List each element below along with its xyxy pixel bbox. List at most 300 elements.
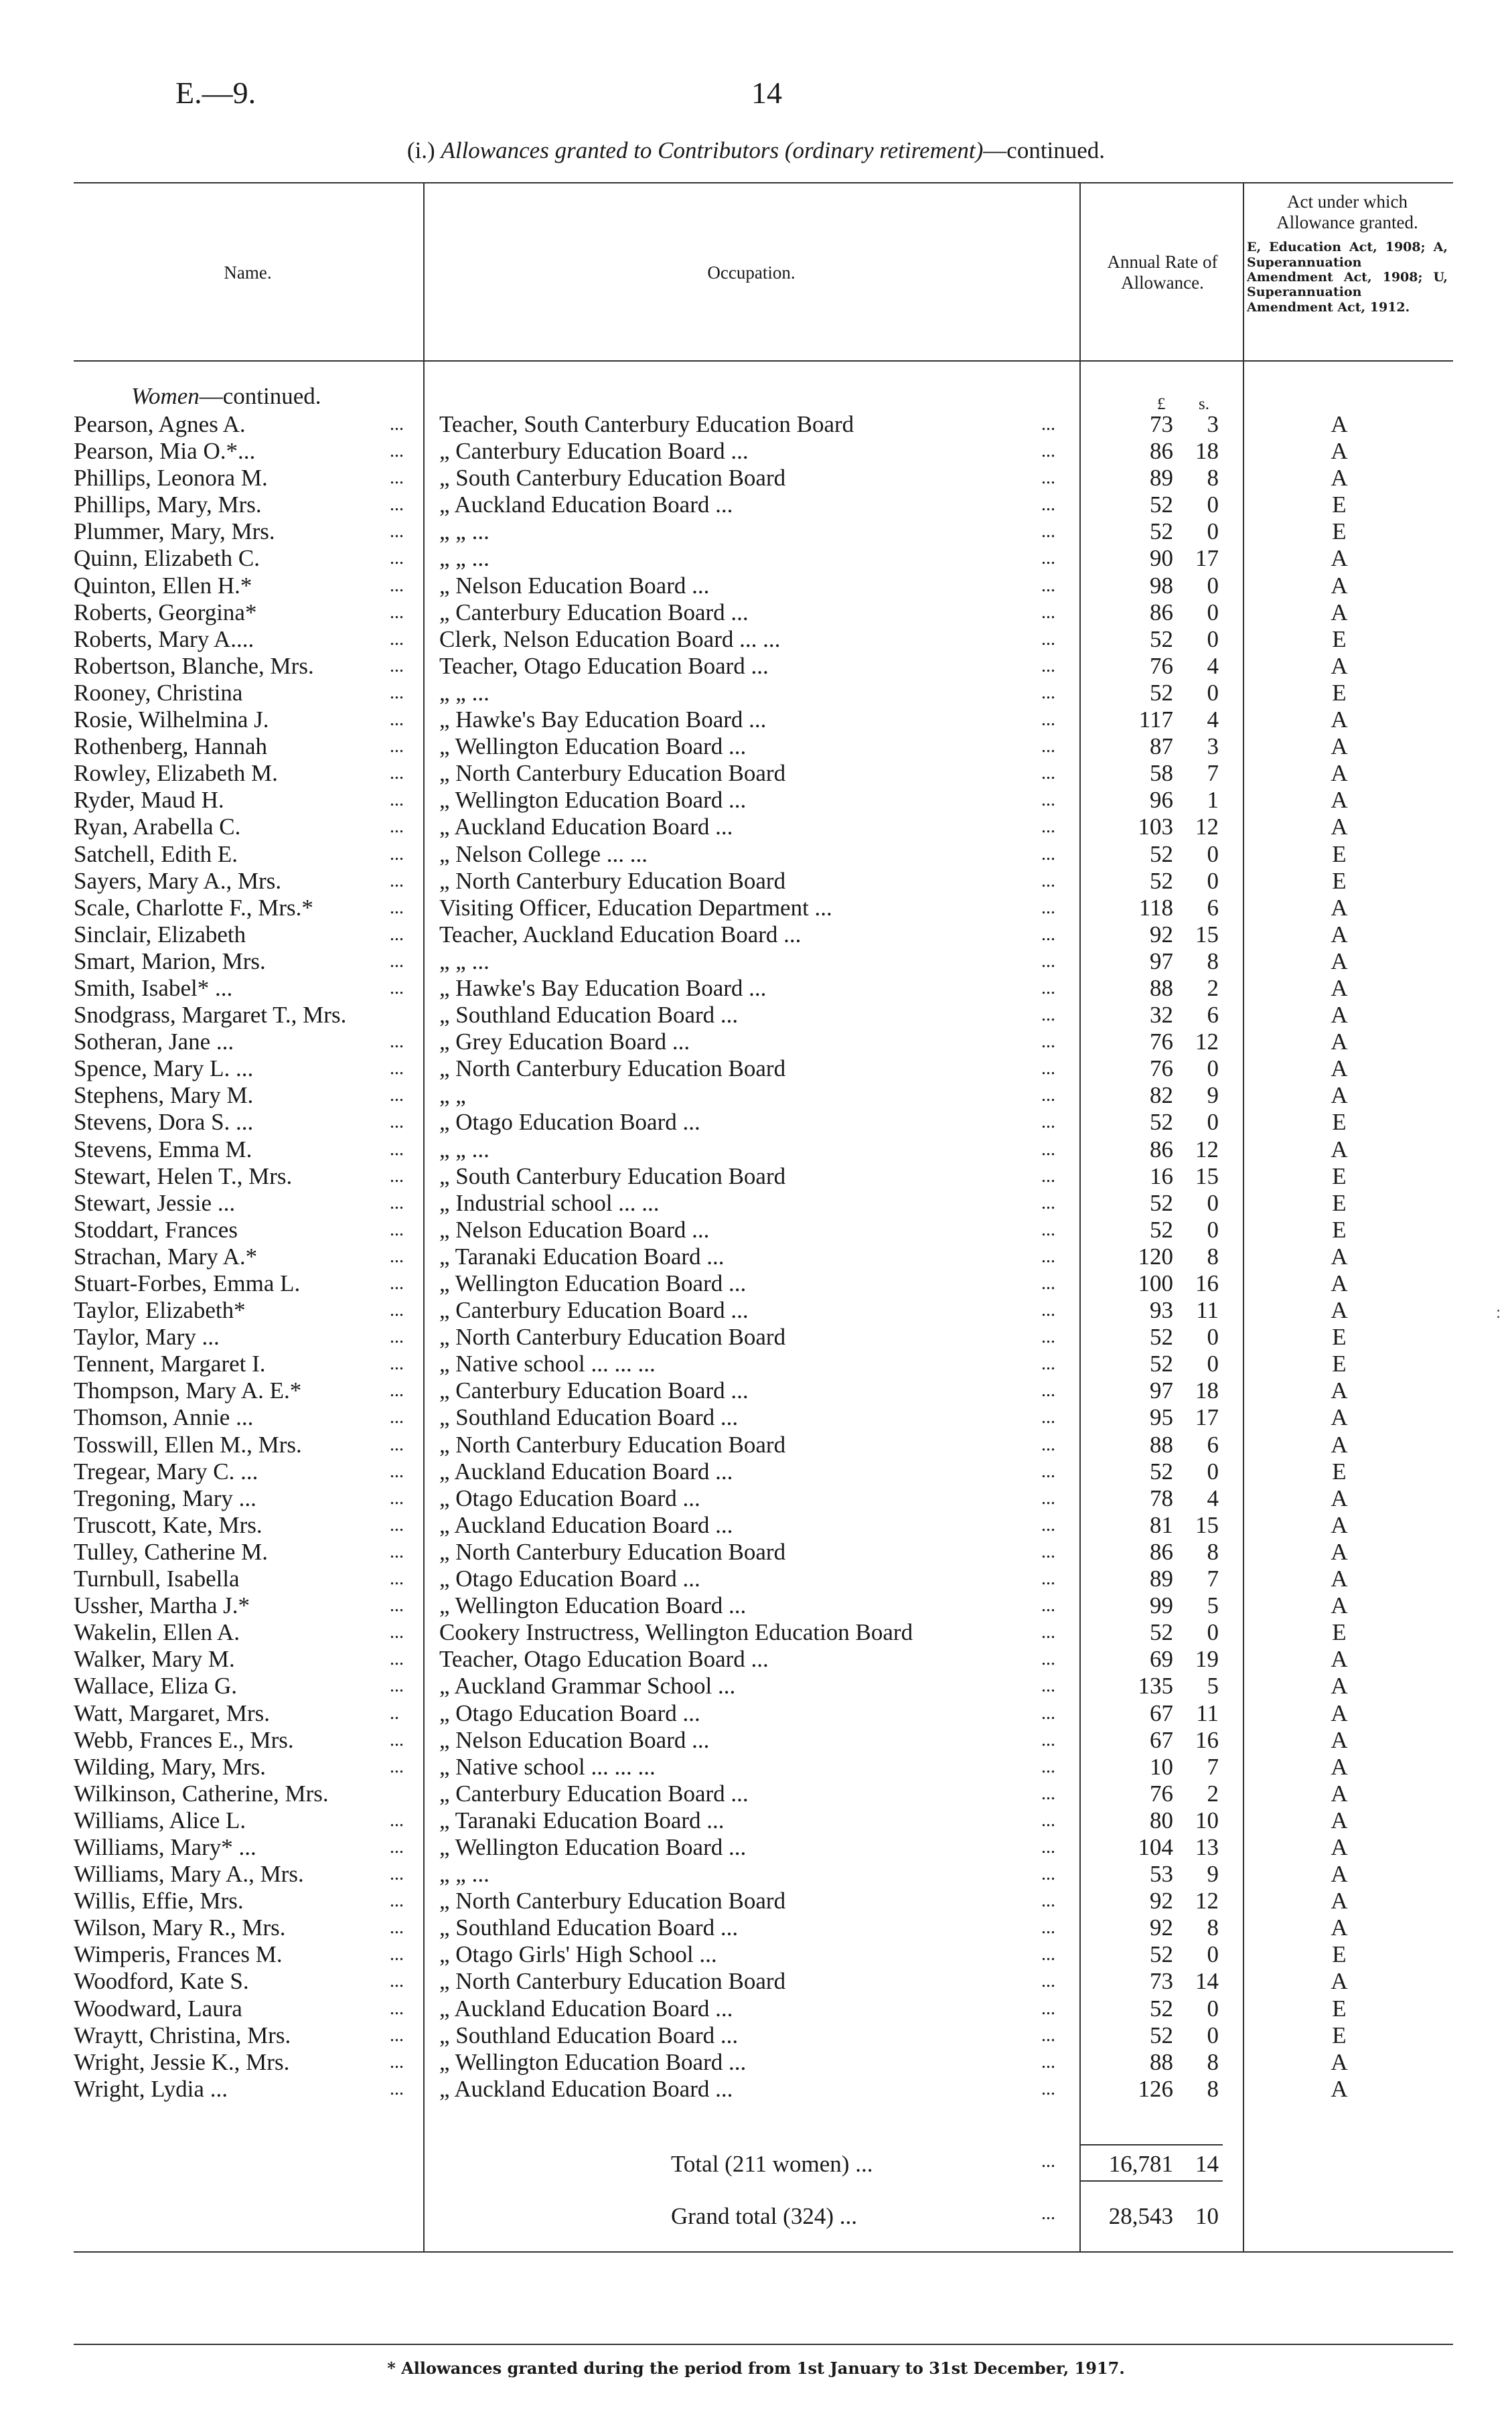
occupation-leader-dots: ...: [1041, 1246, 1055, 1267]
rate-pounds: 89: [1150, 1566, 1173, 1592]
occupation: „ Southland Education Board ...: [439, 1914, 739, 1941]
name-leader-dots: ...: [390, 548, 404, 569]
column-header-rate: Annual Rate of Allowance.: [1107, 252, 1218, 293]
table-row: [0, 1324, 1512, 1351]
name-leader-dots: ...: [390, 575, 404, 596]
table-row: [0, 1834, 1512, 1861]
rate-shillings: 2: [1207, 974, 1219, 1001]
rate-pounds: 52: [1150, 679, 1173, 706]
rate-pounds: 52: [1150, 1619, 1173, 1646]
rate-shillings: 0: [1207, 518, 1219, 545]
name-leader-dots: ...: [390, 1300, 404, 1321]
rate-pounds: 73: [1150, 411, 1173, 437]
table-row: [0, 1592, 1512, 1619]
allowee-name: Willis, Effie, Mrs.: [74, 1888, 244, 1914]
table-row: [0, 868, 1512, 895]
allowee-name: Smart, Marion, Mrs.: [74, 948, 266, 974]
act-code: E: [1332, 1619, 1347, 1646]
rate-pounds: 52: [1150, 840, 1173, 867]
table-row: [0, 1377, 1512, 1404]
total-shillings: 14: [1195, 2151, 1219, 2177]
name-leader-dots: ...: [390, 1407, 404, 1428]
table-row: [0, 1995, 1512, 2022]
rate-shillings: 7: [1207, 1566, 1219, 1592]
allowee-name: Wallace, Eliza G.: [74, 1673, 237, 1700]
occupation: „ Wellington Education Board ...: [439, 1270, 747, 1296]
name-leader-dots: ...: [390, 467, 404, 489]
table-row: [0, 1888, 1512, 1914]
rate-pounds: 86: [1150, 1538, 1173, 1565]
allowee-name: Wilson, Mary R., Mrs.: [74, 1914, 286, 1941]
occupation: „ Otago Girls' High School ...: [439, 1941, 717, 1968]
occupation-leader-dots: ...: [1041, 1300, 1055, 1321]
occupation-leader-dots: ...: [1041, 1756, 1055, 1777]
occupation-leader-dots: ...: [1041, 1836, 1055, 1858]
section-women: Women: [131, 383, 200, 409]
name-leader-dots: ...: [390, 843, 404, 864]
rate-shillings: 0: [1207, 2022, 1219, 2048]
name-leader-dots: ...: [390, 1649, 404, 1670]
rate-pounds: 88: [1150, 974, 1173, 1001]
occupation: „ South Canterbury Education Board: [439, 1162, 786, 1189]
occupation-leader-dots: ...: [1041, 1165, 1055, 1187]
act-code: A: [1331, 921, 1348, 948]
act-code: E: [1332, 1216, 1347, 1243]
rate-shillings: 8: [1207, 1243, 1219, 1270]
total-dots: ...: [1041, 2151, 1055, 2172]
occupation: „ „ ...: [439, 948, 489, 974]
rate-shillings: 1: [1207, 787, 1219, 814]
allowee-name: Woodward, Laura: [74, 1995, 242, 2022]
occupation-leader-dots: ...: [1041, 1890, 1055, 1912]
act-code: E: [1332, 840, 1347, 867]
occupation: „ Grey Education Board ...: [439, 1029, 690, 1055]
occupation: „ Southland Education Board ...: [439, 1404, 739, 1431]
occupation: „ North Canterbury Education Board: [439, 1324, 786, 1351]
occupation: „ Canterbury Education Board ...: [439, 438, 749, 465]
allowee-name: Robertson, Blanche, Mrs.: [74, 652, 314, 679]
rate-shillings: 18: [1195, 438, 1219, 465]
occupation: Visiting Officer, Education Department ...: [439, 894, 832, 921]
table-row: [0, 948, 1512, 975]
allowee-name: Rothenberg, Hannah: [74, 733, 268, 760]
rate-shillings: 11: [1196, 1297, 1219, 1324]
rate-shillings: 16: [1195, 1270, 1219, 1296]
occupation-leader-dots: ...: [1041, 950, 1055, 972]
act-code: E: [1332, 1995, 1347, 2022]
occupation-leader-dots: ...: [1041, 1434, 1055, 1455]
rate-pounds: 99: [1150, 1592, 1173, 1619]
table-caption: [0, 137, 1512, 164]
act-code: A: [1331, 1029, 1348, 1055]
allowee-name: Quinn, Elizabeth C.: [74, 545, 260, 572]
rate-pounds: 92: [1150, 1888, 1173, 1914]
act-code: A: [1331, 1592, 1348, 1619]
occupation: „ South Canterbury Education Board: [439, 465, 786, 492]
act-code: E: [1332, 1324, 1347, 1351]
allowee-name: Smith, Isabel* ...: [74, 974, 233, 1001]
allowee-name: Tennent, Margaret I.: [74, 1351, 266, 1377]
document-code: E.—9.: [175, 76, 256, 110]
table-row: [0, 1861, 1512, 1888]
act-code: E: [1332, 625, 1347, 652]
shilling-unit: s.: [1199, 395, 1209, 413]
occupation-leader-dots: ...: [1041, 897, 1055, 918]
table-bottom-rule: [74, 2251, 1453, 2253]
occupation: „ Auckland Grammar School ...: [439, 1673, 736, 1700]
allowee-name: Spence, Mary L. ...: [74, 1055, 254, 1082]
occupation-leader-dots: ...: [1041, 1031, 1055, 1053]
allowee-name: Turnbull, Isabella: [74, 1566, 240, 1592]
table-row: [0, 653, 1512, 680]
name-leader-dots: ...: [390, 1085, 404, 1106]
allowee-name: Wilkinson, Catherine, Mrs.: [74, 1780, 329, 1807]
name-leader-dots: ...: [390, 1246, 404, 1267]
occupation-leader-dots: ...: [1041, 1944, 1055, 1965]
rate-shillings: 16: [1195, 1726, 1219, 1753]
column-header-name: Name.: [224, 262, 272, 283]
rate-shillings: 15: [1195, 921, 1219, 948]
allowee-name: Phillips, Mary, Mrs.: [74, 492, 262, 518]
name-leader-dots: ...: [390, 763, 404, 784]
rate-shillings: 0: [1207, 1324, 1219, 1351]
table-row: [0, 1512, 1512, 1539]
table-row: [0, 1163, 1512, 1190]
occupation-leader-dots: ...: [1041, 655, 1055, 676]
act-code: A: [1331, 1673, 1348, 1700]
allowee-name: Tregear, Mary C. ...: [74, 1458, 258, 1485]
occupation-leader-dots: ...: [1041, 1649, 1055, 1670]
rate-pounds: 69: [1150, 1646, 1173, 1673]
act-code: A: [1331, 1646, 1348, 1673]
occupation: „ Canterbury Education Board ...: [439, 1780, 749, 1807]
occupation-leader-dots: ...: [1041, 1085, 1055, 1106]
occupation-leader-dots: ...: [1041, 1487, 1055, 1509]
act-code: A: [1331, 1243, 1348, 1270]
rate-pounds: 73: [1150, 1968, 1173, 1995]
act-code: A: [1331, 1807, 1348, 1833]
occupation-leader-dots: ...: [1041, 843, 1055, 864]
occupation: „ North Canterbury Education Board: [439, 1888, 786, 1914]
rate-shillings: 15: [1195, 1162, 1219, 1189]
act-code: E: [1332, 679, 1347, 706]
rate-pounds: 32: [1150, 1002, 1173, 1029]
name-leader-dots: ...: [390, 977, 404, 998]
rate-pounds: 76: [1150, 1029, 1173, 1055]
occupation-leader-dots: ...: [1041, 709, 1055, 731]
occupation-leader-dots: ...: [1041, 521, 1055, 542]
name-leader-dots: ...: [390, 1541, 404, 1562]
allowee-name: Webb, Frances E., Mrs.: [74, 1726, 294, 1753]
occupation-leader-dots: ...: [1041, 763, 1055, 784]
occupation: „ Southland Education Board ...: [439, 1002, 739, 1029]
allowee-name: Thompson, Mary A. E.*: [74, 1377, 302, 1404]
rate-shillings: 11: [1196, 1700, 1219, 1726]
name-leader-dots: ...: [390, 870, 404, 891]
name-leader-dots: ...: [390, 789, 404, 811]
rate-shillings: 0: [1207, 1109, 1219, 1136]
act-code: A: [1331, 2048, 1348, 2075]
name-leader-dots: ...: [390, 1460, 404, 1482]
rate-pounds: 76: [1150, 652, 1173, 679]
occupation: „ „ ...: [439, 545, 489, 572]
allowee-name: Wraytt, Christina, Mrs.: [74, 2022, 291, 2048]
footnote: * Allowances granted during the period from 1st January to 31st December, 1917.: [387, 2358, 1125, 2378]
occupation-leader-dots: ...: [1041, 816, 1055, 838]
occupation-leader-dots: ...: [1041, 467, 1055, 489]
table-row: [0, 1082, 1512, 1109]
name-leader-dots: ...: [390, 1622, 404, 1643]
page-number: 14: [751, 76, 782, 110]
table-row: [0, 841, 1512, 868]
rate-pounds: 81: [1150, 1511, 1173, 1538]
rate-pounds: 52: [1150, 867, 1173, 894]
occupation-leader-dots: ...: [1041, 870, 1055, 891]
name-leader-dots: ...: [390, 1031, 404, 1053]
allowee-name: Woodford, Kate S.: [74, 1968, 249, 1995]
name-leader-dots: ...: [390, 628, 404, 650]
rate-shillings: 2: [1207, 1780, 1219, 1807]
rate-pounds: 86: [1150, 438, 1173, 465]
occupation: „ Nelson Education Board ...: [439, 1726, 710, 1753]
rate-shillings: 12: [1195, 814, 1219, 840]
occupation: „ Canterbury Education Board ...: [439, 1377, 749, 1404]
occupation-leader-dots: ...: [1041, 1353, 1055, 1375]
act-code: E: [1332, 1189, 1347, 1216]
name-leader-dots: ...: [390, 1836, 404, 1858]
table-row: [0, 1190, 1512, 1217]
act-code: A: [1331, 760, 1348, 787]
occupation: „ North Canterbury Education Board: [439, 760, 786, 787]
occupation: „ Otago Education Board ...: [439, 1700, 700, 1726]
act-code: A: [1331, 894, 1348, 921]
act-code: E: [1332, 518, 1347, 545]
allowee-name: Roberts, Mary A....: [74, 625, 254, 652]
allowee-name: Snodgrass, Margaret T., Mrs.: [74, 1002, 347, 1029]
occupation-leader-dots: ...: [1041, 2051, 1055, 2072]
grand-total-dots: ...: [1041, 2203, 1055, 2224]
allowee-name: Rowley, Elizabeth M.: [74, 760, 278, 787]
name-leader-dots: ...: [390, 1138, 404, 1160]
rate-shillings: 4: [1207, 706, 1219, 733]
act-code: A: [1331, 1888, 1348, 1914]
act-code: A: [1331, 814, 1348, 840]
rate-pounds: 103: [1138, 814, 1173, 840]
rate-pounds: 78: [1150, 1485, 1173, 1511]
act-code: A: [1331, 1700, 1348, 1726]
allowee-name: Tulley, Catherine M.: [74, 1538, 269, 1565]
name-leader-dots: ...: [390, 736, 404, 757]
rate-pounds: 86: [1150, 1136, 1173, 1162]
name-leader-dots: ...: [390, 1327, 404, 1348]
rate-shillings: 12: [1195, 1888, 1219, 1914]
table-row: [0, 518, 1512, 545]
name-leader-dots: ...: [390, 1944, 404, 1965]
rate-pounds: 76: [1150, 1780, 1173, 1807]
rate-shillings: 0: [1207, 599, 1219, 625]
rate-pounds: 120: [1138, 1243, 1173, 1270]
occupation-leader-dots: ...: [1041, 628, 1055, 650]
occupation: „ Taranaki Education Board ...: [439, 1807, 725, 1833]
table-row: [0, 1404, 1512, 1431]
rate-shillings: 18: [1195, 1377, 1219, 1404]
occupation-leader-dots: ...: [1041, 601, 1055, 623]
occupation-leader-dots: ...: [1041, 1514, 1055, 1535]
act-legend: E, Education Act, 1908; A, Superannuation Amendment Act, 1908; U, Superannuation Amendment Act, 1912.: [1247, 240, 1448, 315]
name-leader-dots: ..: [390, 1702, 399, 1724]
name-leader-dots: ...: [390, 1192, 404, 1213]
act-code: A: [1331, 599, 1348, 625]
rate-shillings: 8: [1207, 948, 1219, 974]
rate-shillings: 0: [1207, 1055, 1219, 1082]
occupation: „ Taranaki Education Board ...: [439, 1243, 725, 1270]
occupation-leader-dots: ...: [1041, 736, 1055, 757]
caption-title: Allowances granted to Contributors (ordinary retirement): [441, 137, 984, 163]
table-row: [0, 895, 1512, 921]
rate-shillings: 0: [1207, 1189, 1219, 1216]
allowee-name: Strachan, Mary A.*: [74, 1243, 258, 1270]
rate-pounds: 53: [1150, 1861, 1173, 1888]
rate-pounds: 88: [1150, 1431, 1173, 1458]
rate-pounds: 52: [1150, 1458, 1173, 1485]
table-row: [0, 573, 1512, 599]
occupation: „ Industrial school ... ...: [439, 1189, 660, 1216]
table-row: [0, 2049, 1512, 2076]
rate-shillings: 0: [1207, 1995, 1219, 2022]
act-code: A: [1331, 1968, 1348, 1995]
table-row: [0, 1243, 1512, 1270]
allowee-name: Taylor, Elizabeth*: [74, 1297, 246, 1324]
occupation-leader-dots: ...: [1041, 1058, 1055, 1079]
allowee-name: Truscott, Kate, Mrs.: [74, 1511, 262, 1538]
allowee-name: Ryan, Arabella C.: [74, 814, 241, 840]
act-code: E: [1332, 2022, 1347, 2048]
table-row: [0, 465, 1512, 492]
rate-shillings: 8: [1207, 2075, 1219, 2102]
rate-pounds: 135: [1138, 1673, 1173, 1700]
act-code: A: [1331, 1753, 1348, 1780]
occupation: Cookery Instructress, Wellington Education Board: [439, 1619, 913, 1646]
rate-pounds: 67: [1150, 1700, 1173, 1726]
occupation-leader-dots: ...: [1041, 1407, 1055, 1428]
grand-total-rule: [1079, 2180, 1223, 2182]
act-code: A: [1331, 1538, 1348, 1565]
act-code: A: [1331, 1136, 1348, 1162]
act-code: A: [1331, 733, 1348, 760]
occupation-leader-dots: ...: [1041, 682, 1055, 703]
act-code: A: [1331, 1914, 1348, 1941]
rate-pounds: 52: [1150, 1995, 1173, 2022]
act-code: A: [1331, 572, 1348, 599]
table-row: [0, 1055, 1512, 1082]
allowee-name: Stewart, Jessie ...: [74, 1189, 236, 1216]
allowee-name: Taylor, Mary ...: [74, 1324, 220, 1351]
allowee-name: Sotheran, Jane ...: [74, 1029, 234, 1055]
rate-pounds: 80: [1150, 1807, 1173, 1833]
act-code: E: [1332, 1162, 1347, 1189]
allowee-name: Williams, Mary* ...: [74, 1833, 256, 1860]
occupation: Teacher, Auckland Education Board ...: [439, 921, 802, 948]
allowance-rows: [0, 411, 1512, 2103]
occupation-leader-dots: ...: [1041, 1273, 1055, 1294]
rate-shillings: 0: [1207, 840, 1219, 867]
rate-pounds: 67: [1150, 1726, 1173, 1753]
table-row: [0, 599, 1512, 626]
occupation: „ North Canterbury Education Board: [439, 1968, 786, 1995]
grand-total-shillings: 10: [1195, 2203, 1219, 2229]
allowee-name: Scale, Charlotte F., Mrs.*: [74, 894, 313, 921]
table-row: [0, 787, 1512, 814]
allowee-name: Pearson, Agnes A.: [74, 411, 246, 437]
occupation: „ Auckland Education Board ...: [439, 492, 733, 518]
occupation: „ Wellington Education Board ...: [439, 1833, 747, 1860]
rate-pounds: 52: [1150, 625, 1173, 652]
name-leader-dots: ...: [390, 441, 404, 462]
rate-pounds: 97: [1150, 1377, 1173, 1404]
occupation-leader-dots: ...: [1041, 1917, 1055, 1939]
occupation-leader-dots: ...: [1041, 1138, 1055, 1160]
rate-pounds: 88: [1150, 2048, 1173, 2075]
occupation: „ Wellington Education Board ...: [439, 2048, 747, 2075]
table-row: [0, 1297, 1512, 1324]
occupation-leader-dots: ...: [1041, 548, 1055, 569]
name-leader-dots: ...: [390, 1729, 404, 1750]
rate-shillings: 12: [1195, 1136, 1219, 1162]
rate-pounds: 89: [1150, 465, 1173, 492]
header-bottom-rule: [74, 360, 1453, 362]
rate-pounds: 82: [1150, 1082, 1173, 1109]
occupation: Teacher, South Canterbury Education Board: [439, 411, 854, 437]
name-leader-dots: ...: [390, 1487, 404, 1509]
occupation: „ Nelson Education Board ...: [439, 1216, 710, 1243]
allowee-name: Stuart-Forbes, Emma L.: [74, 1270, 301, 1296]
name-leader-dots: ...: [390, 1675, 404, 1697]
act-code: A: [1331, 465, 1348, 492]
occupation-leader-dots: ...: [1041, 2024, 1055, 2046]
act-code: A: [1331, 1002, 1348, 1029]
allowee-name: Quinton, Ellen H.*: [74, 572, 252, 599]
occupation: Teacher, Otago Education Board ...: [439, 652, 769, 679]
allowee-name: Wilding, Mary, Mrs.: [74, 1753, 266, 1780]
table-row: [0, 1914, 1512, 1941]
allowee-name: Thomson, Annie ...: [74, 1404, 254, 1431]
allowee-name: Sinclair, Elizabeth: [74, 921, 246, 948]
pound-unit: £: [1157, 395, 1166, 413]
act-code: A: [1331, 1861, 1348, 1888]
act-code: A: [1331, 1404, 1348, 1431]
occupation: „ Hawke's Bay Education Board ...: [439, 706, 767, 733]
table-row: [0, 1485, 1512, 1512]
occupation-leader-dots: ...: [1041, 1702, 1055, 1724]
occupation-leader-dots: ...: [1041, 1998, 1055, 2019]
rate-pounds: 52: [1150, 1941, 1173, 1968]
rate-pounds: 126: [1138, 2075, 1173, 2102]
name-leader-dots: ...: [390, 1219, 404, 1240]
allowee-name: Ryder, Maud H.: [74, 787, 224, 814]
occupation: „ Nelson Education Board ...: [439, 572, 710, 599]
rate-shillings: 9: [1207, 1861, 1219, 1888]
occupation-leader-dots: ...: [1041, 1568, 1055, 1590]
name-leader-dots: ...: [390, 1890, 404, 1912]
act-code: A: [1331, 1780, 1348, 1807]
allowee-name: Plummer, Mary, Mrs.: [74, 518, 275, 545]
occupation-leader-dots: ...: [1041, 1864, 1055, 1885]
table-row: [0, 1700, 1512, 1727]
table-row: [0, 411, 1512, 438]
occupation: „ „ ...: [439, 518, 489, 545]
allowee-name: Ussher, Martha J.*: [74, 1592, 250, 1619]
rate-pounds: 104: [1138, 1833, 1173, 1860]
